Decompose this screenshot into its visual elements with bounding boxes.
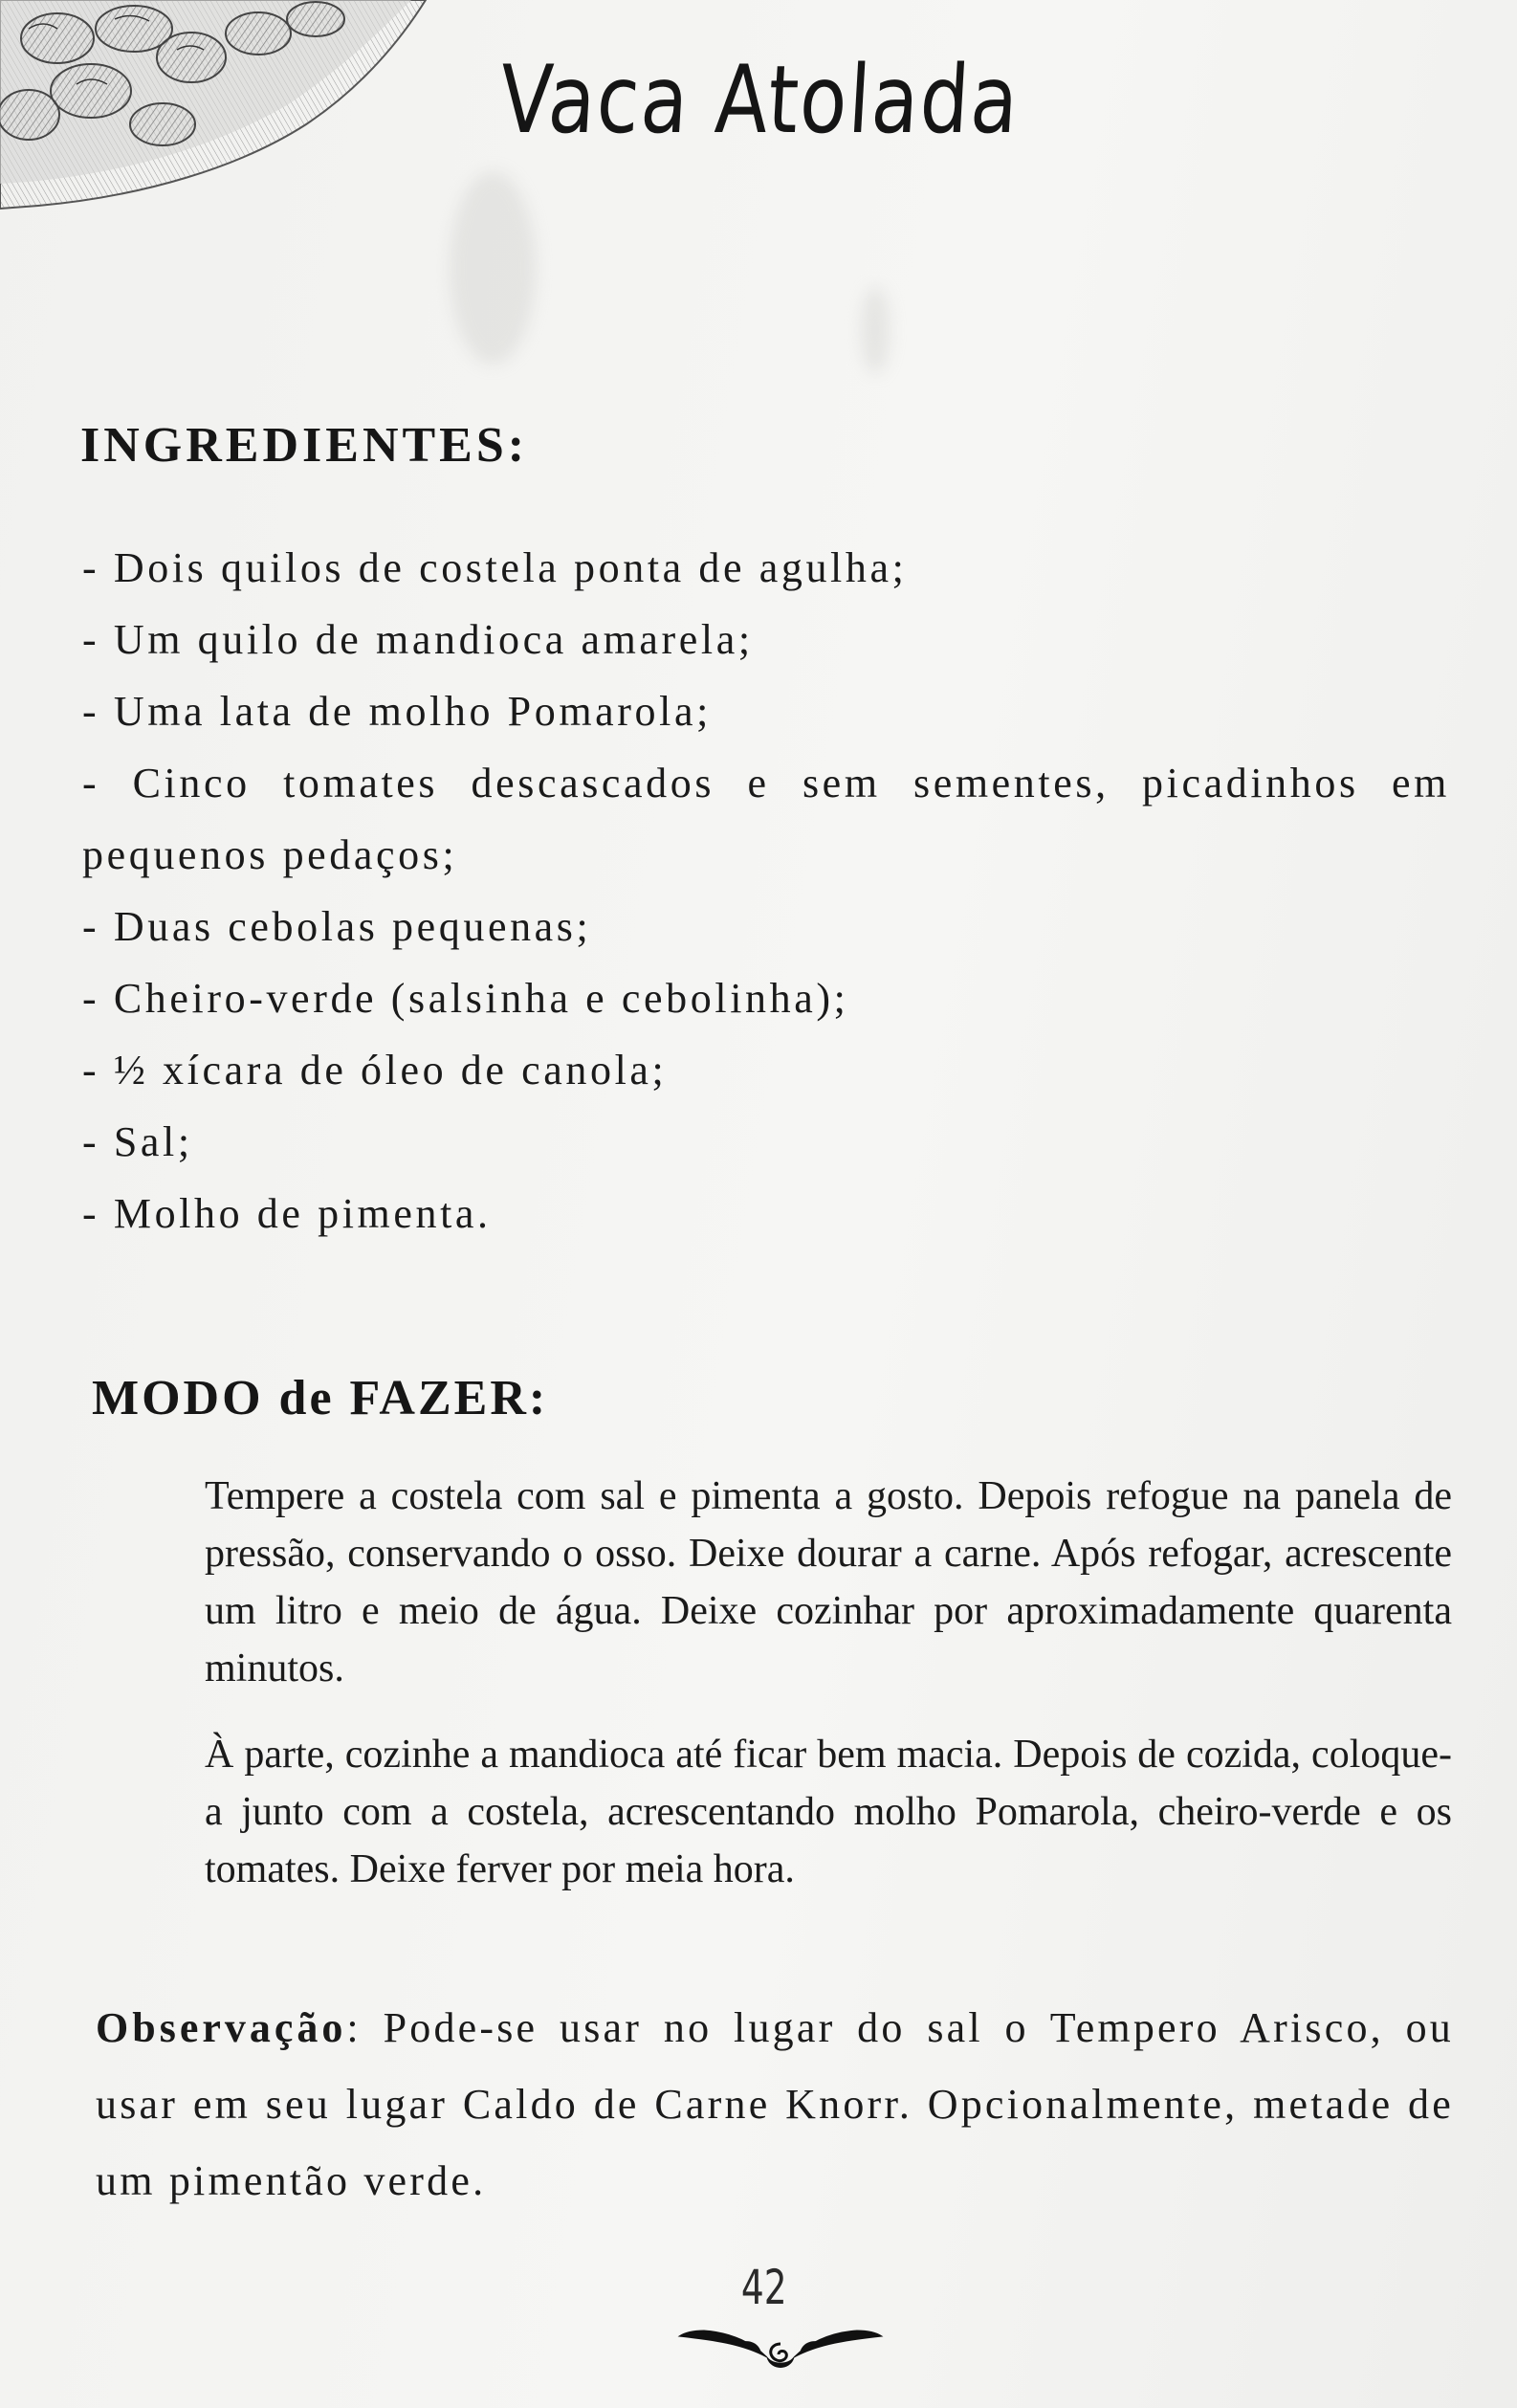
method-paragraph: À parte, cozinhe a mandioca até ficar bem macia. Depois de cozida, coloque-a junto com a costela, acrescentando molho Pomarola, cheiro-verde e os tomates. Deixe ferver por meia hora. — [205, 1733, 1452, 1891]
ingredient-item: - Sal; — [82, 1118, 193, 1165]
ingredient-item: - Uma lata de molho Pomarola; — [82, 688, 712, 735]
ingredient-item: - Duas cebolas pequenas; — [82, 903, 592, 950]
ingredient-item: - Cinco tomates descascados e sem sementes, picadinhos em pequenos pedaços; — [82, 760, 1450, 878]
method-text — [205, 1468, 1452, 1927]
observation-label: Observação — [96, 2004, 347, 2051]
page-number: 42 — [740, 2260, 787, 2315]
ingredient-item: - Dois quilos de costela ponta de agulha; — [82, 544, 908, 591]
ingredients-list — [82, 532, 1450, 1249]
ingredient-item: - Um quilo de mandioca amarela; — [82, 616, 754, 663]
ingredient-item: - Cheiro-verde (salsinha e cebolinha); — [82, 975, 849, 1022]
scroll-flourish-icon — [675, 2315, 886, 2382]
ingredient-item: - ½ xícara de óleo de canola; — [82, 1047, 668, 1094]
method-paragraph: Tempere a costela com sal e pimenta a gosto. Depois refogue na panela de pressão, conservando o osso. Deixe dourar a carne. Após refogar, acrescente um litro e meio de água. Deixe cozinhar por aproximadamente quarenta minutos. — [205, 1474, 1452, 1690]
observation-text: : Pode-se usar no lugar do sal o Tempero Arisco, ou usar em seu lugar Caldo de Carne Knorr. Opcionalmente, metade de um pimentão verde. — [96, 2004, 1454, 2204]
recipe-title: Vaca Atolada — [496, 46, 1022, 155]
method-heading: MODO de FAZER: — [92, 1371, 549, 1425]
paper-smudge — [861, 287, 890, 373]
ingredients-heading: INGREDIENTES: — [80, 418, 529, 473]
paper-smudge — [450, 172, 536, 364]
ingredient-item: - Molho de pimenta. — [82, 1190, 492, 1237]
observation-note — [96, 1990, 1454, 2220]
